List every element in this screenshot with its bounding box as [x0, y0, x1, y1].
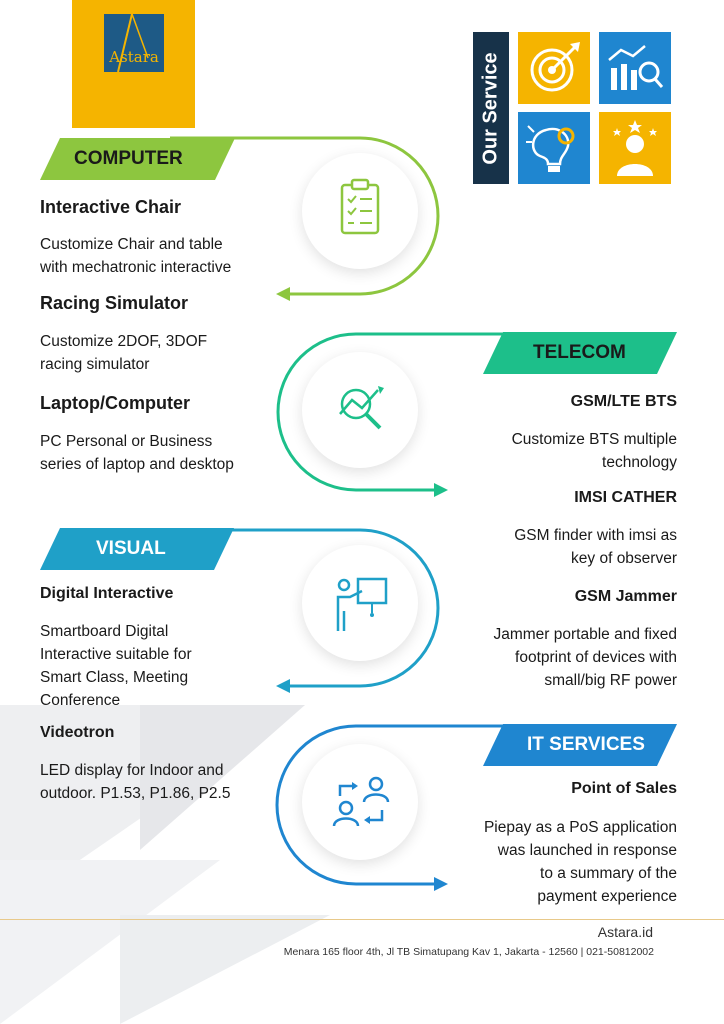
- presenter-board-icon: [302, 545, 418, 661]
- footer-divider: [0, 919, 724, 920]
- laptop-computer-text: PC Personal or Business series of laptop and desktop: [40, 433, 234, 473]
- racing-simulator-heading: Racing Simulator: [40, 293, 189, 313]
- point-of-sales-heading: Point of Sales: [571, 780, 677, 797]
- videotron-heading: Videotron: [40, 724, 115, 741]
- telecom-title: TELECOM: [533, 342, 626, 363]
- it-services-banner: [483, 724, 677, 766]
- chart-magnifier-icon: [302, 352, 418, 468]
- imsi-cather-text: GSM finder with imsi as key of observer: [514, 527, 677, 567]
- digital-interactive-heading: Digital Interactive: [40, 585, 174, 602]
- gsm-jammer-heading: GSM Jammer: [574, 588, 677, 605]
- gsm-lte-bts-heading: GSM/LTE BTS: [570, 393, 677, 410]
- interactive-chair-text: Customize Chair and table with mechatronic interactive: [40, 236, 232, 276]
- computer-banner: [40, 138, 235, 180]
- clipboard-checklist-icon: [302, 153, 418, 269]
- footer-brand: Astara.id: [597, 924, 653, 940]
- point-of-sales-text: Piepay as a PoS application was launched in response to a summary of the payment experience: [483, 819, 677, 905]
- it-services-title: IT SERVICES: [527, 734, 645, 755]
- visual-banner: [40, 528, 234, 570]
- racing-simulator-text: Customize 2DOF, 3DOF racing simulator: [40, 333, 208, 373]
- our-service-label: Our Service: [479, 51, 502, 165]
- visual-title: VISUAL: [96, 538, 166, 559]
- digital-interactive-text: Smartboard Digital Interactive suitable for Smart Class, Meeting Conference: [40, 623, 192, 709]
- computer-title: COMPUTER: [74, 148, 183, 169]
- telecom-banner: [483, 332, 677, 374]
- laptop-computer-heading: Laptop/Computer: [40, 393, 190, 413]
- people-exchange-icon: [302, 744, 418, 860]
- imsi-cather-heading: IMSI CATHER: [574, 489, 677, 506]
- logo-text: Astara: [109, 48, 159, 66]
- gsm-lte-bts-text: Customize BTS multiple technology: [511, 431, 677, 471]
- gsm-jammer-text: Jammer portable and fixed footprint of devices with small/big RF power: [493, 626, 677, 689]
- interactive-chair-heading: Interactive Chair: [40, 197, 182, 217]
- videotron-text: LED display for Indoor and outdoor. P1.53, P1.86, P2.5: [40, 762, 231, 802]
- footer-address: Menara 165 floor 4th, Jl TB Simatupang Kav 1, Jakarta - 12560 | 021-50812002: [283, 946, 654, 958]
